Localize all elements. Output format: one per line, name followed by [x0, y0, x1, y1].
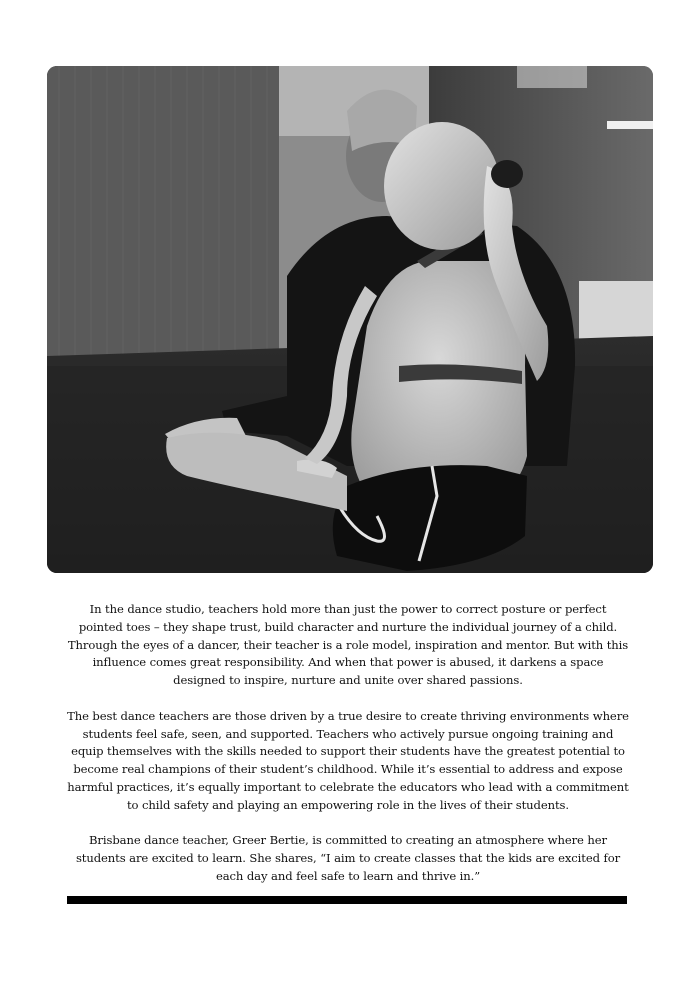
- paragraph-quote: Brisbane dance teacher, Greer Bertie, is committed to creating an atmosphere where her students are excited to learn. She shares, “I aim to create classes that the kids are excited for each day and feel safe to learn and thrive in.”: [75, 833, 621, 883]
- paragraph-intro: In the dance studio, teachers hold more than just the power to correct posture or perfect pointed toes – they shape trust, build character and nurture the individual journey of a child. Through the eyes of a dancer, their teacher is a role model, inspiration and mentor. But with this influence comes great responsibility. And when that power is abused, it darkens a space designed to inspire, nurture and unite over shared passions.: [67, 602, 629, 688]
- paragraph-best-teachers: The best dance teachers are those driven by a true desire to create thriving environments where students feel safe, seen, and supported. Teachers who actively pursue ongoing training and equip themselves with the skills needed to support their students have the greatest potential to become real champions of their student’s childhood. While it’s essential to address and expose harmful practices, it’s equally important to celebrate the educators who lead with a commitment to child safety and playing an empowering role in the lives of their students.: [67, 708, 629, 812]
- dance-class-photo: [47, 66, 653, 573]
- article-body: [66, 601, 630, 904]
- section-divider: [67, 896, 627, 904]
- photo-illustration: [47, 66, 653, 573]
